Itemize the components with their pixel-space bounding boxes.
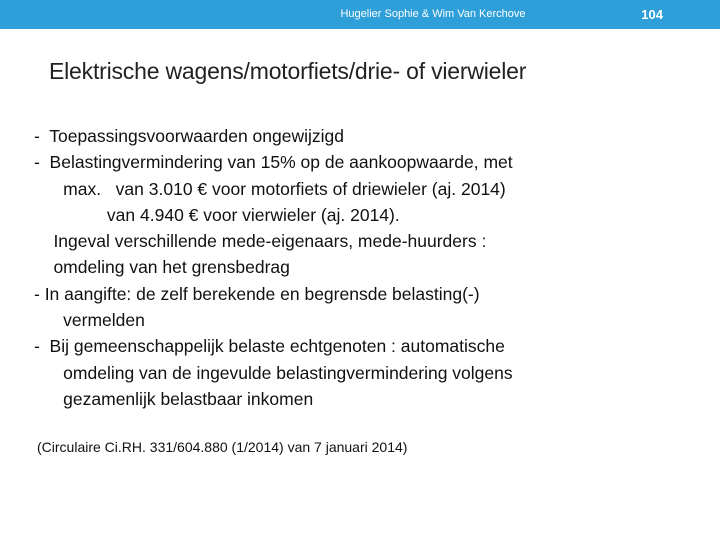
- body-line: - Bij gemeenschappelijk belaste echtgenoten : automatische: [34, 336, 505, 357]
- body-line: - Belastingvermindering van 15% op de aankoopwaarde, met: [34, 152, 513, 173]
- body-line: omdeling van het grensbedrag: [34, 257, 290, 278]
- header-author: Hugelier Sophie & Wim Van Kerchove: [340, 8, 526, 20]
- body-line: omdeling van de ingevulde belastingvermindering volgens: [34, 362, 513, 383]
- page-number: 104: [641, 7, 663, 22]
- header-bar: [0, 0, 720, 29]
- slide-title: Elektrische wagens/motorfiets/drie- of vierwieler: [49, 58, 527, 84]
- body-line: gezamenlijk belastbaar inkomen: [34, 388, 314, 409]
- body-line: - In aangifte: de zelf berekende en begrensde belasting(-): [34, 283, 480, 304]
- body-line: max. van 3.010 € voor motorfiets of driewieler (aj. 2014): [34, 178, 506, 199]
- body-line: vermelden: [34, 310, 145, 331]
- citation: (Circulaire Ci.RH. 331/604.880 (1/2014) van 7 januari 2014): [37, 439, 408, 455]
- body-line: - Toepassingsvoorwaarden ongewijzigd: [34, 126, 345, 146]
- body-line: van 4.940 € voor vierwieler (aj. 2014).: [34, 204, 400, 225]
- slide-body: [34, 123, 674, 412]
- body-line: Ingeval verschillende mede-eigenaars, mede-huurders :: [34, 231, 487, 252]
